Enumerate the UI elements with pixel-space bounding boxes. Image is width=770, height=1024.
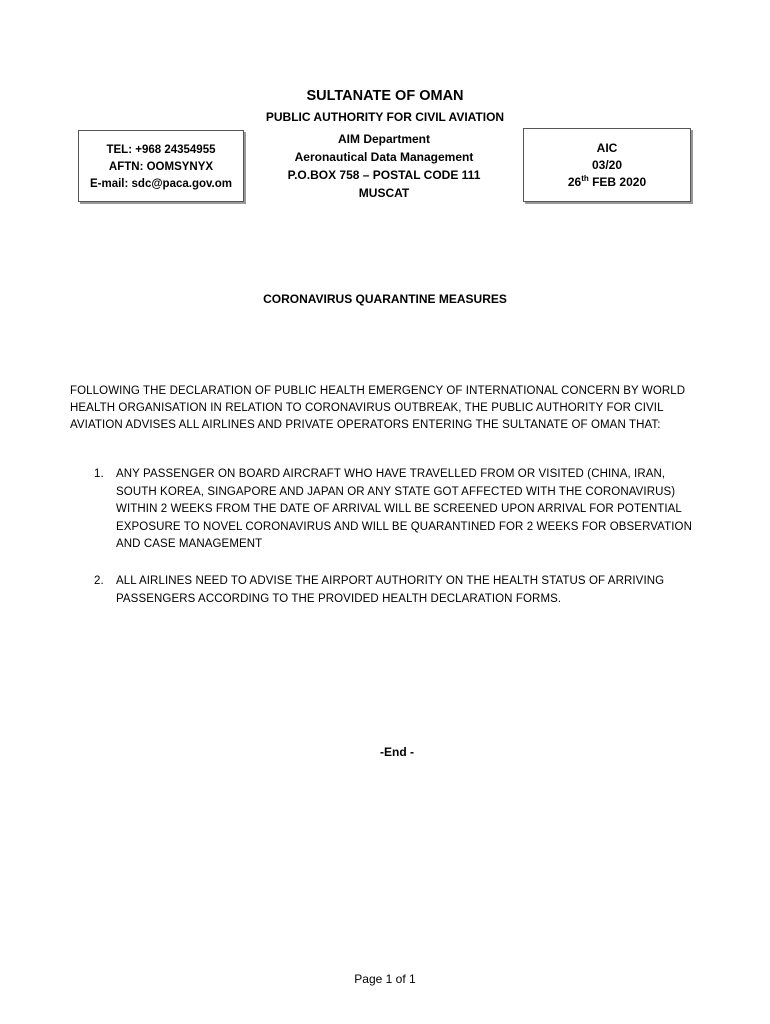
aic-date-rest: FEB 2020	[588, 175, 647, 189]
aic-box	[523, 128, 691, 202]
page-number: Page 1 of 1	[354, 972, 416, 986]
intro-paragraph: FOLLOWING THE DECLARATION OF PUBLIC HEALTH EMERGENCY OF INTERNATIONAL CONCERN BY WORLD HEALTH ORGANISATION IN RELATION TO CORONAVIRUS OUTBREAK, THE PUBLIC AUTHORITY FOR CIVIL AVIATION ADVISES ALL AIRLINES AND PRIVATE OPERATORS ENTERING THE SULTANATE OF OMAN THAT:	[70, 385, 686, 431]
list-item	[94, 466, 714, 556]
department-address: P.O.BOX 758 – POSTAL CODE 111	[287, 168, 481, 182]
aic-date-day: 26	[567, 175, 582, 189]
document-subtitle: PUBLIC AUTHORITY FOR CIVIL AVIATION	[265, 110, 505, 124]
contact-email: E-mail: sdc@paca.gov.om	[89, 178, 232, 190]
contact-box	[78, 130, 244, 202]
department-block	[248, 130, 520, 202]
department-city: MUSCAT	[358, 186, 410, 200]
aic-date	[524, 174, 690, 191]
list-item-text: ALL AIRLINES NEED TO ADVISE THE AIRPORT AUTHORITY ON THE HEALTH STATUS OF ARRIVING PASSENGERS ACCORDING TO THE PROVIDED HEALTH DECLARATION FORMS.	[116, 575, 665, 605]
document-title: SULTANATE OF OMAN	[306, 88, 464, 104]
contact-tel: TEL: +968 24354955	[106, 144, 216, 156]
contact-aftn: AFTN: OOMSYNYX	[108, 161, 214, 173]
list-item-text: ANY PASSENGER ON BOARD AIRCRAFT WHO HAVE TRAVELLED FROM OR VISITED (CHINA, IRAN, SOUTH KOREA, SINGAPORE AND JAPAN OR ANY STATE GOT AFFECTED WITH THE CORONAVIRUS) WITHIN 2 WEEKS FROM THE DATE OF ARRIVAL WILL BE SCREENED UPON ARRIVAL FOR POTENTIAL EXPOSURE TO NOVEL CORONAVIRUS AND WILL BE QUARANTINED FOR 2 WEEKS FOR OBSERVATION AND CASE MANAGEMENT	[116, 468, 692, 550]
list-item	[94, 573, 714, 613]
notice-heading: CORONAVIRUS QUARANTINE MEASURES	[263, 292, 507, 306]
department-name: AIM Department	[337, 132, 430, 146]
aic-label: AIC	[596, 141, 618, 155]
department-unit: Aeronautical Data Management	[294, 150, 474, 164]
end-marker: -End -	[380, 745, 414, 759]
list-item-number: 1.	[94, 468, 104, 480]
aic-date-suffix: th	[581, 174, 589, 183]
aic-number: 03/20	[591, 158, 623, 172]
list-item-number: 2.	[94, 575, 104, 587]
